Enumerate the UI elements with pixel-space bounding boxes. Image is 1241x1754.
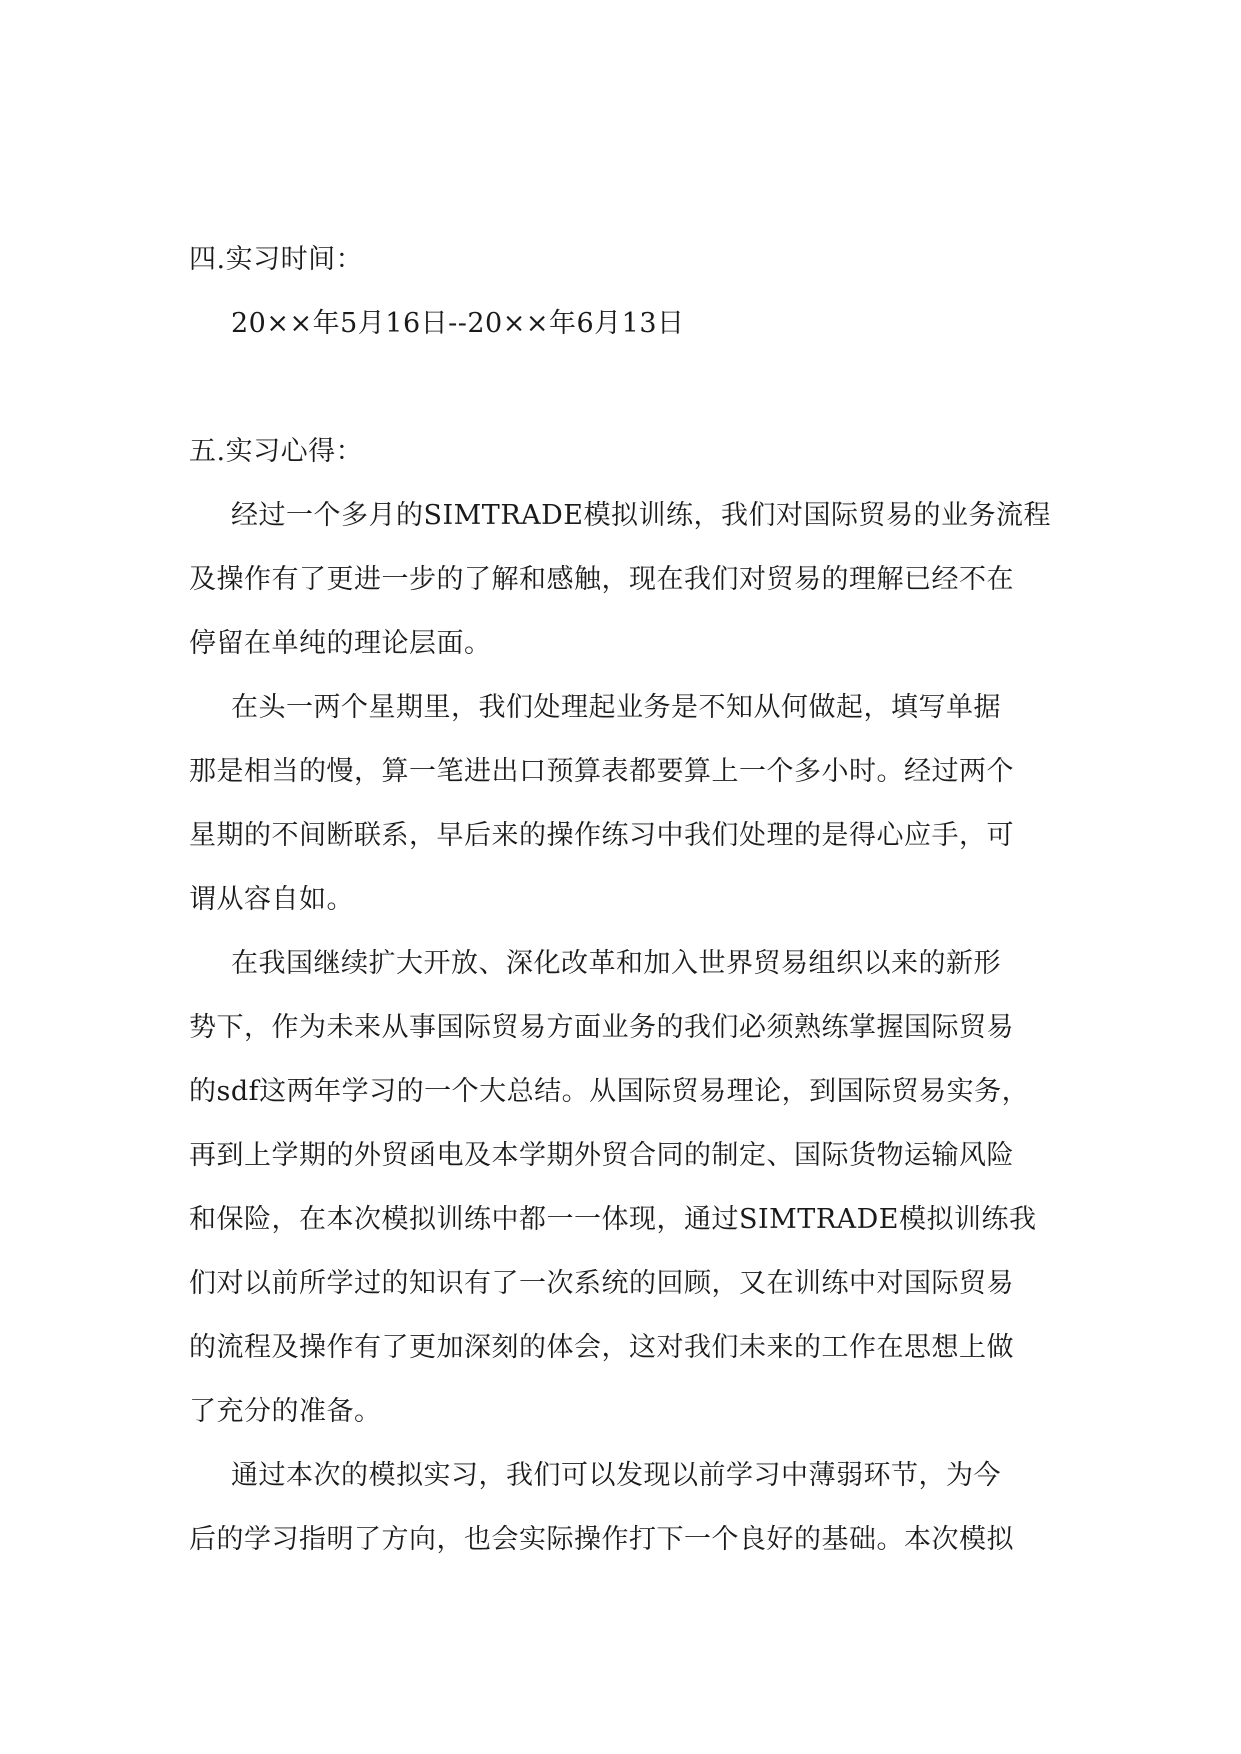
paragraph-line: 星期的不间断联系，早后来的操作练习中我们处理的是得心应手，可 [189,820,1014,851]
paragraph-line: 及操作有了更进一步的了解和感触，现在我们对贸易的理解已经不在 [189,564,1014,595]
paragraph-line: 后的学习指明了方向，也会实际操作打下一个良好的基础。本次模拟 [189,1524,1014,1555]
section-4-heading: 四.实习时间： [189,244,364,275]
paragraph-line: 在头一两个星期里，我们处理起业务是不知从何做起，填写单据 [231,692,1001,723]
paragraph-3 [189,932,1059,1444]
paragraph-line: 在我国继续扩大开放、深化改革和加入世界贸易组织以来的新形 [231,948,1001,979]
paragraph-line: 通过本次的模拟实习，我们可以发现以前学习中薄弱环节，为今 [231,1460,1001,1491]
paragraph-line: 了充分的准备。 [189,1396,382,1427]
internship-period: 20××年5月16日--20××年6月13日 [231,308,685,339]
section-spacer [189,356,1059,420]
paragraph-line: 谓从容自如。 [189,884,354,915]
section-5-heading: 五.实习心得： [189,436,364,467]
document-body [189,228,1059,1572]
paragraph-line: 再到上学期的外贸函电及本学期外贸合同的制定、国际货物运输风险 [189,1140,1014,1171]
paragraph-line: 们对以前所学过的知识有了一次系统的回顾，又在训练中对国际贸易 [189,1268,1014,1299]
paragraph-line: 那是相当的慢，算一笔进出口预算表都要算上一个多小时。经过两个 [189,756,1014,787]
paragraph-line: 和保险，在本次模拟训练中都一一体现，通过SIMTRADE模拟训练我 [189,1204,1037,1235]
paragraph-4 [189,1444,1059,1572]
paragraph-line: 的sdf这两年学习的一个大总结。从国际贸易理论，到国际贸易实务， [189,1076,1030,1107]
paragraph-line: 势下，作为未来从事国际贸易方面业务的我们必须熟练掌握国际贸易 [189,1012,1014,1043]
paragraph-line: 经过一个多月的SIMTRADE模拟训练，我们对国际贸易的业务流程 [231,500,1052,531]
paragraph-2 [189,676,1059,932]
paragraph-line: 的流程及操作有了更加深刻的体会，这对我们未来的工作在思想上做 [189,1332,1014,1363]
paragraph-1 [189,484,1059,676]
paragraph-line: 停留在单纯的理论层面。 [189,628,492,659]
